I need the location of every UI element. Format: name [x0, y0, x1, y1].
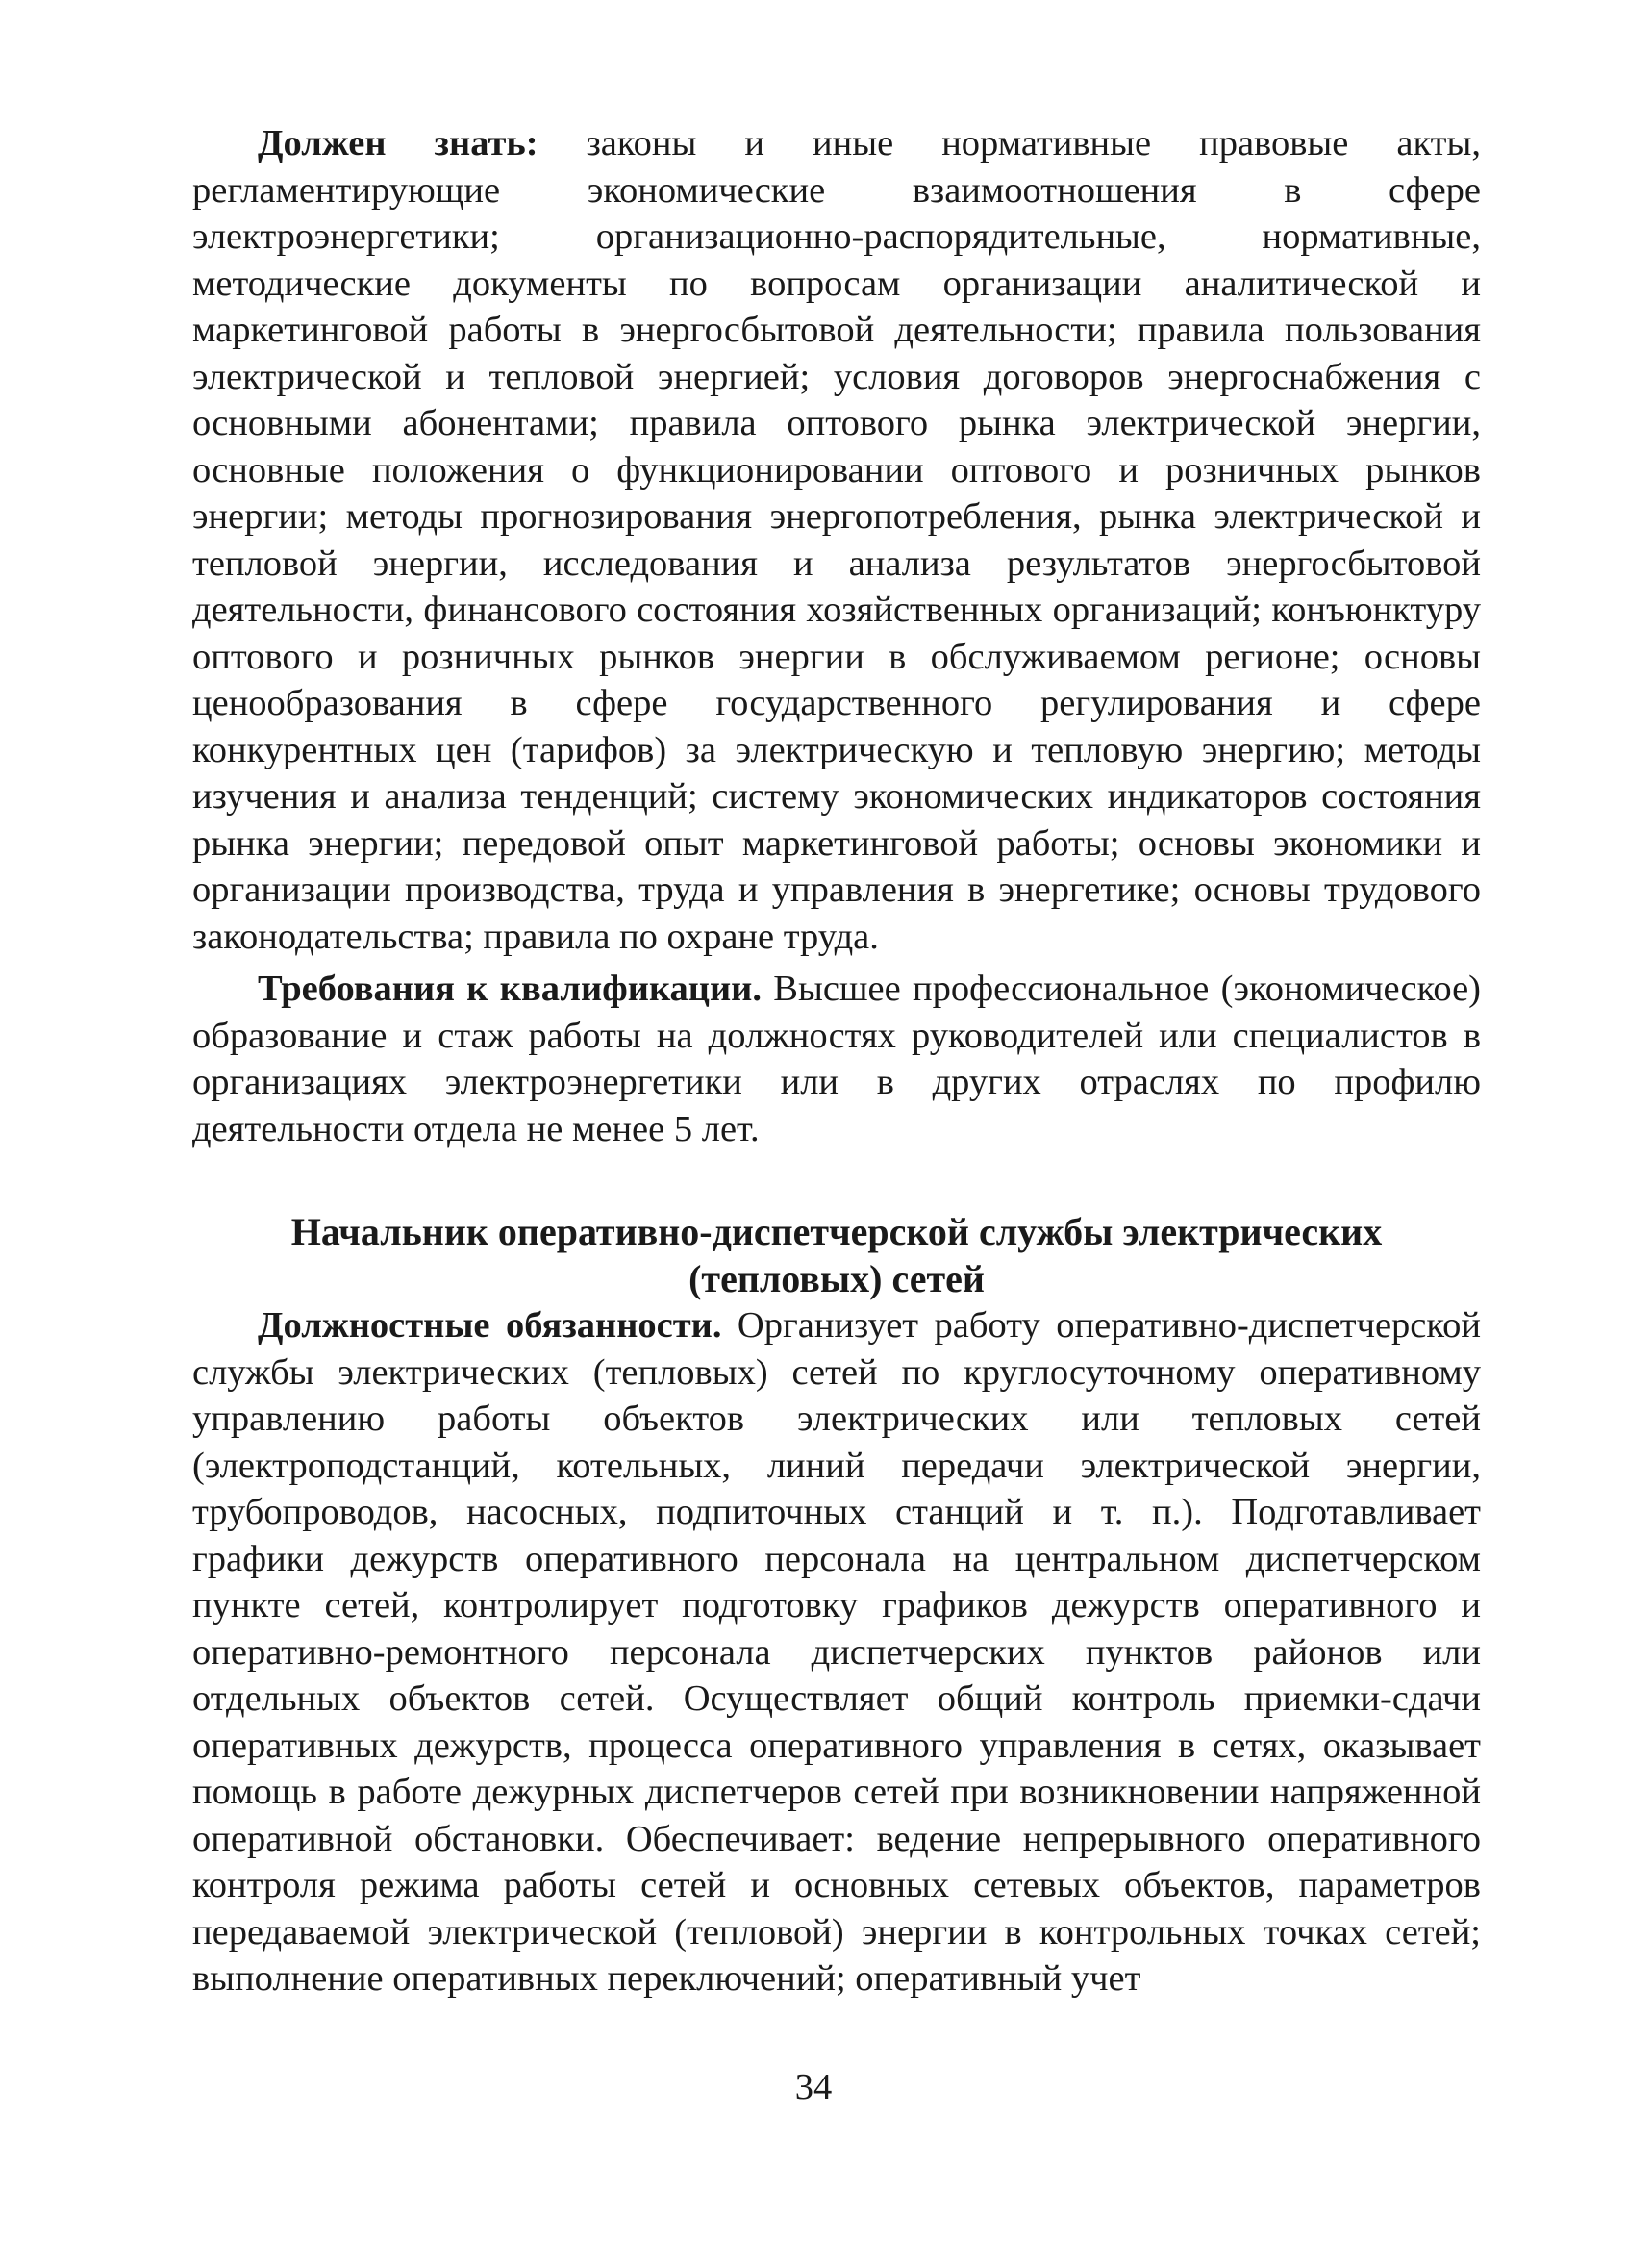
- duties-text: Организует работу оперативно-диспетчерской службы электрических (тепловых) сетей по круглосуточному оперативному управлению работы объектов электрических или тепловых сетей (электроподстанций, котельных, линий передачи электрической энергии, трубопроводов, насосных, подпиточных станций и т. п.). Подготавливает графики дежурств оперативного персонала на центральном диспетчерском пункте сетей, контролирует подготовку графиков дежурств оперативного и оперативно-ремонтного персонала диспетчерских пунктов районов или отдельных объектов сетей. Осуществляет общий контроль приемки-сдачи оперативных дежурств, процесса оперативного управления в сетях, оказывает помощь в работе дежурных диспетчеров сетей при возникновении напряженной оперативной обстановки. Обеспечивает: ведение непрерывного оперативного контроля режима работы сетей и основных сетевых объектов, параметров передаваемой электрической (тепловой) энергии в контрольных точках сетей; выполнение оперативных переключений; оперативный учет: [192, 1305, 1481, 1999]
- qualification-lead: Требования к квалификации.: [258, 969, 762, 1009]
- knowledge-paragraph: [192, 120, 1481, 960]
- knowledge-text: законы и иные нормативные правовые акты, регламентирующие экономические взаимоотношения в сфере электроэнергетики; организационно-распорядительные, нормативные, методические документы по вопросам организации аналитической и маркетинговой работы в энергосбытовой деятельности; правила пользования электрической и тепловой энергией; условия договоров энергоснабжения с основными абонентами; правила оптового рынка электрической энергии, основные положения о функционировании оптового и розничных рынков энергии; методы прогнозирования энергопотребления, рынка электрической и тепловой энергии, исследования и анализа результатов энергосбытовой деятельности, финансового состояния хозяйственных организаций; конъюнктуру оптового и розничных рынков энергии в обслуживаемом регионе; основы ценообразования в сфере государственного регулирования и сфере конкурентных цен (тарифов) за электрическую и тепловую энергию; методы изучения и анализа тенденций; систему экономических индикаторов состояния рынка энергии; передовой опыт маркетинговой работы; основы экономики и организации производства, труда и управления в энергетике; основы трудового законодательства; правила по охране труда.: [192, 123, 1481, 957]
- qualification-paragraph: [192, 966, 1481, 1152]
- section-title-line1: Начальник оперативно-диспетчерской службы электрических: [290, 1210, 1383, 1253]
- section-title: [192, 1208, 1481, 1302]
- duties-lead: Должностные обязанности.: [258, 1305, 722, 1346]
- page-number: 34: [794, 2067, 833, 2107]
- knowledge-lead: Должен знать:: [258, 123, 538, 164]
- qualification-text: Высшее профессиональное (экономическое) образование и стаж работы на должностях руководителей или специалистов в организациях электроэнергетики или в других отраслях по профилю деятельности отдела не менее 5 лет.: [192, 969, 1481, 1149]
- duties-paragraph: [192, 1302, 1481, 2003]
- document-page: [192, 120, 1481, 2003]
- section-title-line2: (тепловых) сетей: [688, 1257, 985, 1300]
